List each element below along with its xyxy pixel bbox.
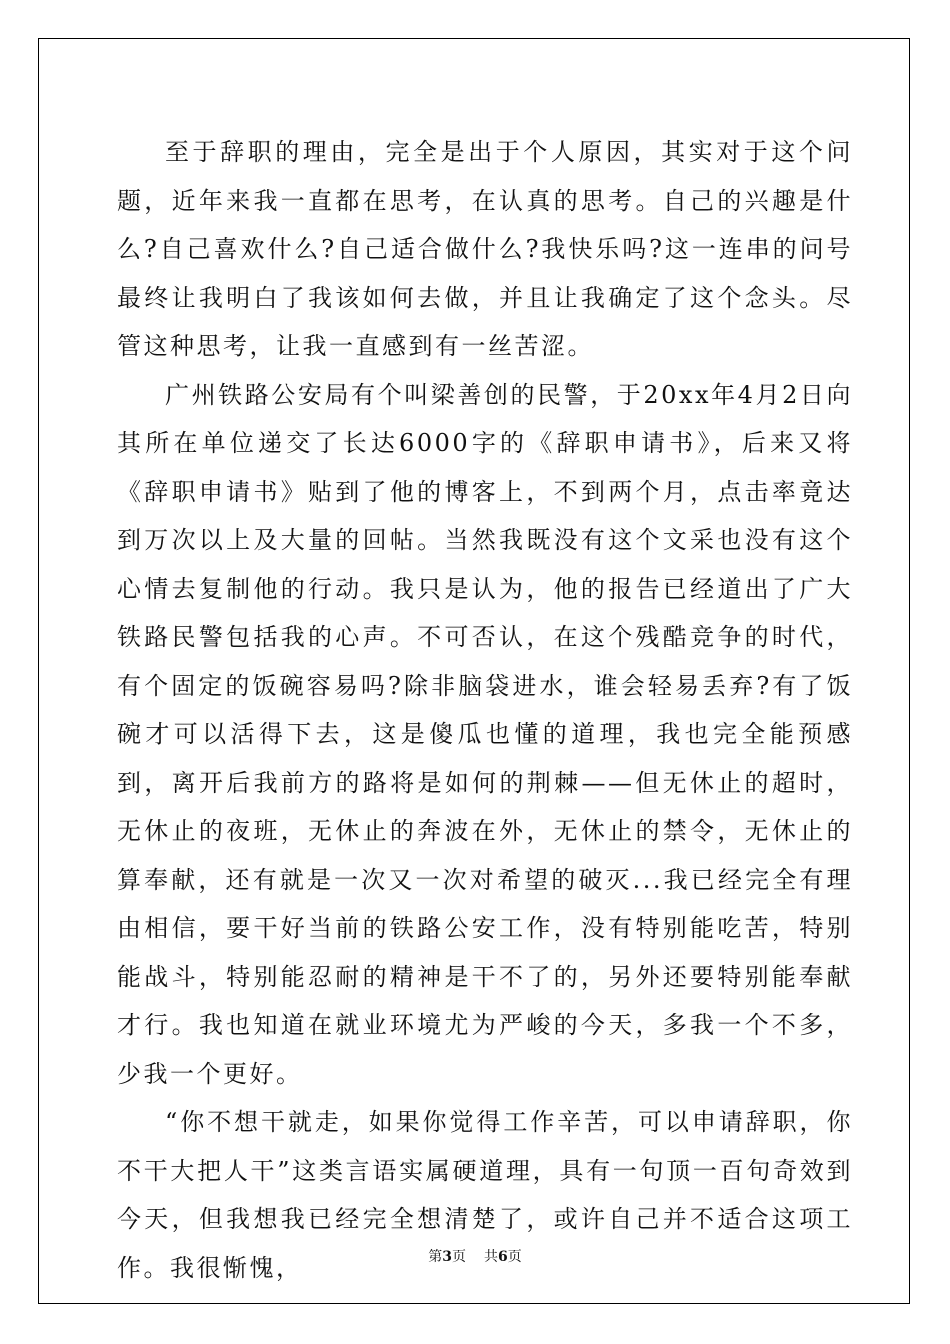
page-prefix: 第	[428, 1249, 443, 1265]
document-body	[117, 128, 853, 1292]
paragraph-3: “你不想干就走，如果你觉得工作辛苦，可以申请辞职，你不干大把人干”这类言语实属硬道理，具有一句顶一百句奇效到今天，但我想我已经完全想清楚了，或许自己并不适合这项工作。我很惭愧，	[117, 1108, 853, 1282]
page-footer	[0, 1246, 950, 1266]
total-pages: 6	[498, 1249, 508, 1265]
total-suffix: 页	[507, 1249, 522, 1265]
paragraph-1: 至于辞职的理由，完全是出于个人原因，其实对于这个问题，近年来我一直都在思考，在认真的思考。自己的兴趣是什么?自己喜欢什么?自己适合做什么?我快乐吗?这一连串的问号最终让我明白了我该如何去做，并且让我确定了这个念头。尽管这种思考，让我一直感到有一丝苦涩。	[117, 138, 853, 360]
total-prefix: 共	[484, 1249, 498, 1265]
page-number: 3	[442, 1249, 452, 1265]
page-suffix: 页	[452, 1249, 466, 1265]
paragraph-2: 广州铁路公安局有个叫梁善创的民警，于20xx年4月2日向其所在单位递交了长达6000字的《辞职申请书》，后来又将《辞职申请书》贴到了他的博客上，不到两个月，点击率竟达到万次以上及大量的回帖。当然我既没有这个文采也没有这个心情去复制他的行动。我只是认为，他的报告已经道出了广大铁路民警包括我的心声。不可否认，在这个残酷竞争的时代，有个固定的饭碗容易吗?除非脑袋进水，谁会轻易丢弃?有了饭碗才可以活得下去，这是傻瓜也懂的道理，我也完全能预感到，离开后我前方的路将是如何的荆棘——但无休止的超时，无休止的夜班，无休止的奔波在外，无休止的禁令，无休止的算奉献，还有就是一次又一次对希望的破灭...我已经完全有理由相信，要干好当前的铁路公安工作，没有特别能吃苦，特别能战斗，特别能忍耐的精神是干不了的，另外还要特别能奉献才行。我也知道在就业环境尤为严峻的今天，多我一个不多，少我一个更好。	[117, 380, 853, 1088]
